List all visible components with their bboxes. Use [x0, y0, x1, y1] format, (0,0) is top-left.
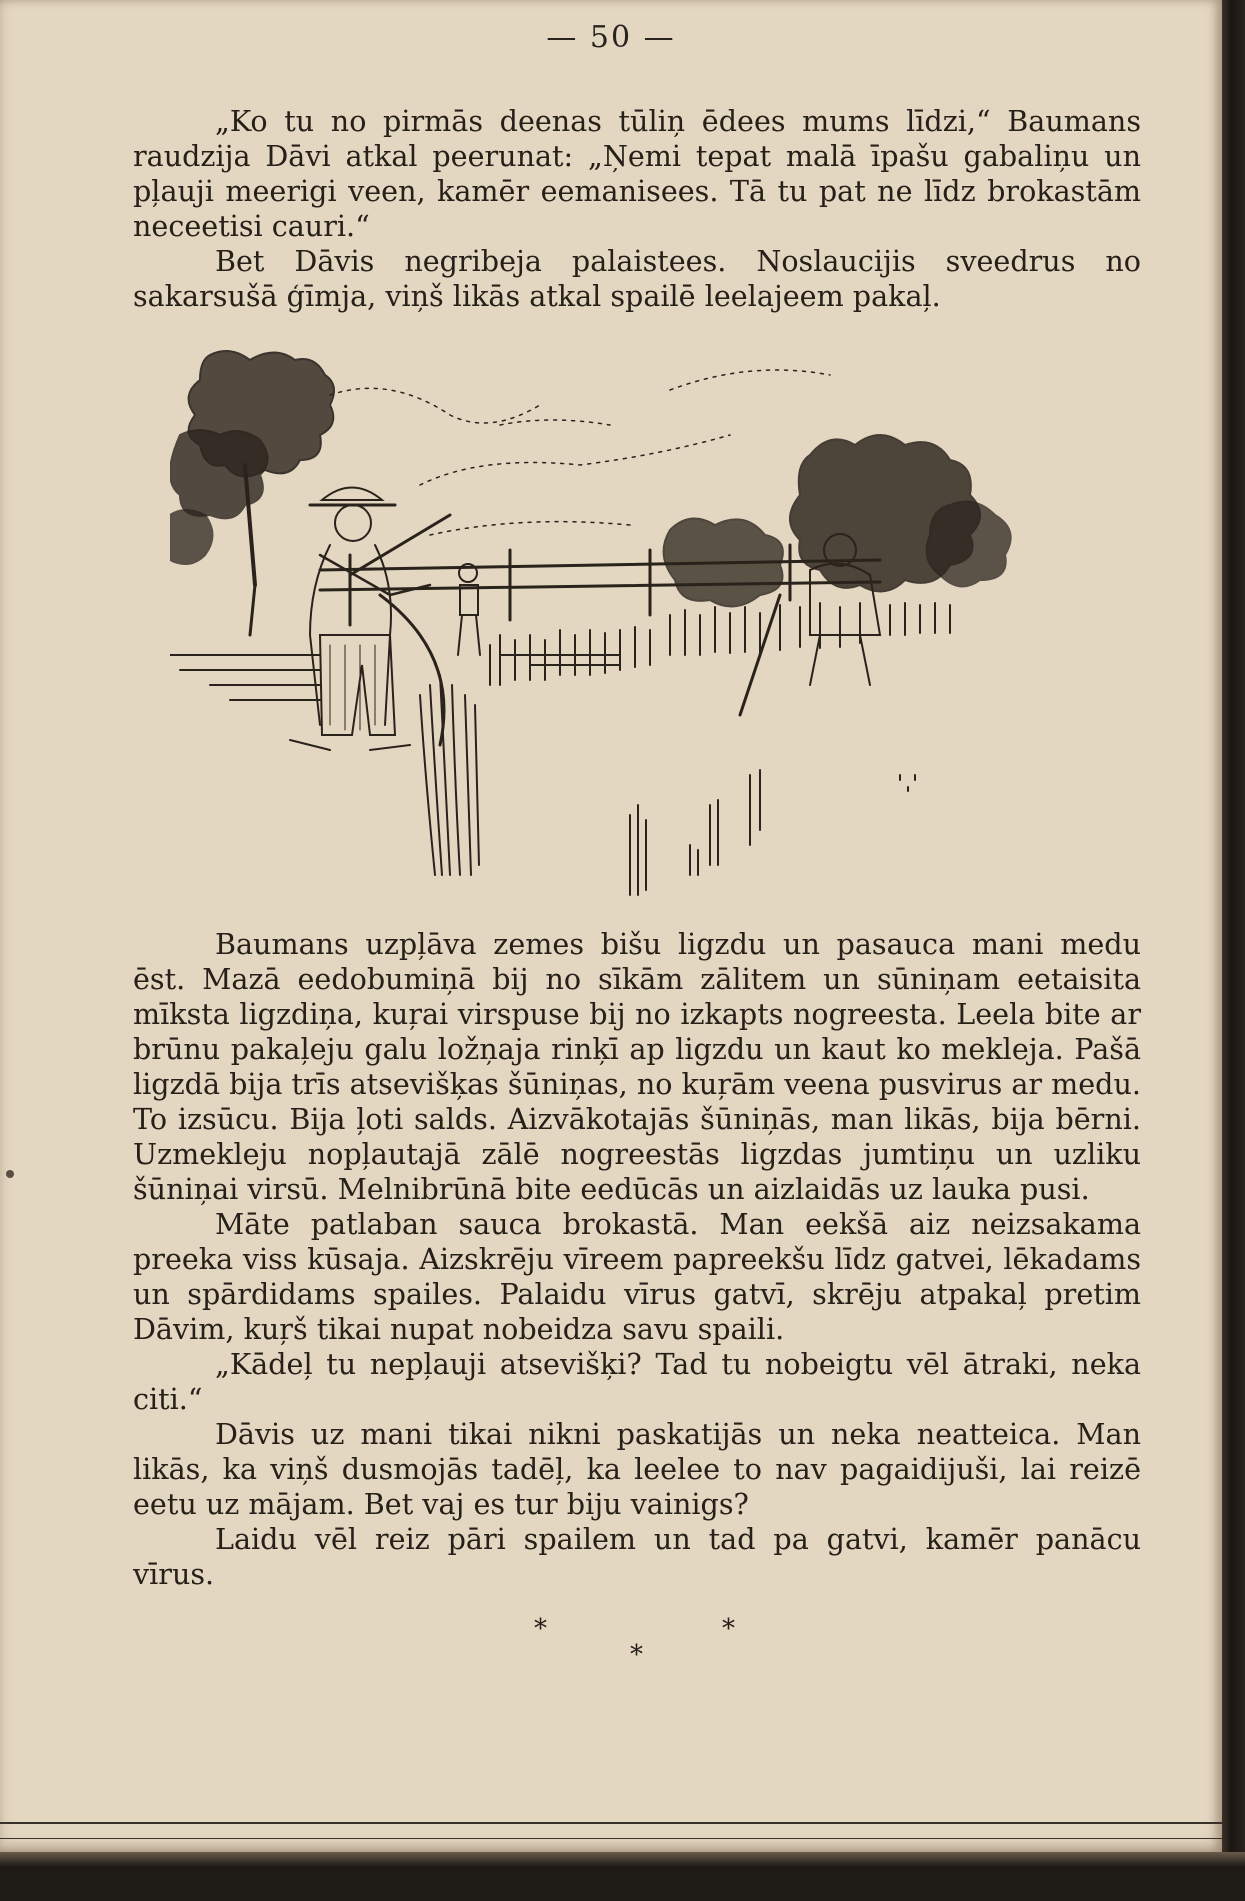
- mowing-illustration: [170, 345, 1050, 920]
- text-block-bottom: [133, 927, 1141, 1592]
- bushes-right: [664, 435, 1011, 606]
- paragraph: Dāvis uz mani tikai nikni paskatijās un neka neatteica. Man likās, ka viņš dusmojās tadēļ, ka leelee to nav pagaidijuši, lai reizē eetu uz mājam. Bet vaj es tur biju vainigs?: [133, 1417, 1141, 1521]
- paragraph: Baumans uzpļāva zemes bišu ligzdu un pasauca mani medu ēst. Mazā eedobumiņā bij no sīkām zālitem un sūniņam eetaisita mīksta ligzdiņa, kuŗai virspuse bij no izkapts nogreesta. Leela bite ar brūnu pakaļeju galu ložņaja rinķī ap ligzdu un kaut ko mekleja. Pašā ligzdā bija trīs atsevišķas šūniņas, no kuŗām veena pusvirus ar medu. To izsūcu. Bija ļoti salds. Aizvākotajās šūniņās, man likās, bija bērni. Uzmekleju nopļautajā zālē nogreestās ligzdas jumtiņu un uzliku šūniņai virsū. Melnibrūnā bite eedūcās un aizlaidās uz lauka pusi.: [133, 927, 1141, 1206]
- page-number: — 50 —: [546, 20, 676, 55]
- margin-mark: [6, 1170, 14, 1178]
- tree-left: [170, 351, 334, 635]
- fence: [320, 545, 880, 625]
- paragraph: Māte patlaban sauca brokastā. Man eekšā aiz neizsakama preeka viss kūsaja. Aizskrēju vīreem papreekšu līdz gatvei, lēkadams un spārdidams spailes. Palaidu vīrus gatvī, skrēju atpakaļ pretim Dāvim, kuŗš tikai nupat nobeidza savu spaili.: [133, 1207, 1141, 1346]
- paragraph: Laidu vēl reiz pāri spailem un tad pa gatvi, kamēr panācu vīrus.: [133, 1522, 1141, 1591]
- section-star: *: [630, 1640, 643, 1670]
- paragraph: „Ko tu no pirmās deenas tūliņ ēdees mums līdzi,“ Baumans raudzija Dāvi atkal peerunat: „Ņemi tepat malā īpašu gabaliņu un pļauji meerigi veen, kamēr eemanisees. Tā tu pat ne līdz brokastām neceetisi cauri.“: [133, 104, 1141, 243]
- book-edge: [1222, 0, 1245, 1901]
- bottom-rule: [0, 1838, 1222, 1839]
- mower-figure: [290, 488, 450, 751]
- section-star: *: [534, 1614, 547, 1644]
- section-star: *: [722, 1614, 735, 1644]
- paragraph: Bet Dāvis negribeja palaistees. Noslaucijis sveedrus no sakarsušā ģīmja, viņš likās atkal spailē leelajeem pakaļ.: [133, 244, 1141, 313]
- grass-swath: [420, 603, 950, 895]
- section-break: [0, 1600, 1222, 1670]
- distant-figure: [458, 564, 480, 655]
- scan-background: [0, 1852, 1245, 1901]
- paragraph: „Kādeļ tu nepļauji atsevišķi? Tad tu nobeigtu vēl ātraki, neka citi.“: [133, 1347, 1141, 1416]
- bottom-rule: [0, 1822, 1222, 1824]
- text-block-top: [133, 104, 1141, 314]
